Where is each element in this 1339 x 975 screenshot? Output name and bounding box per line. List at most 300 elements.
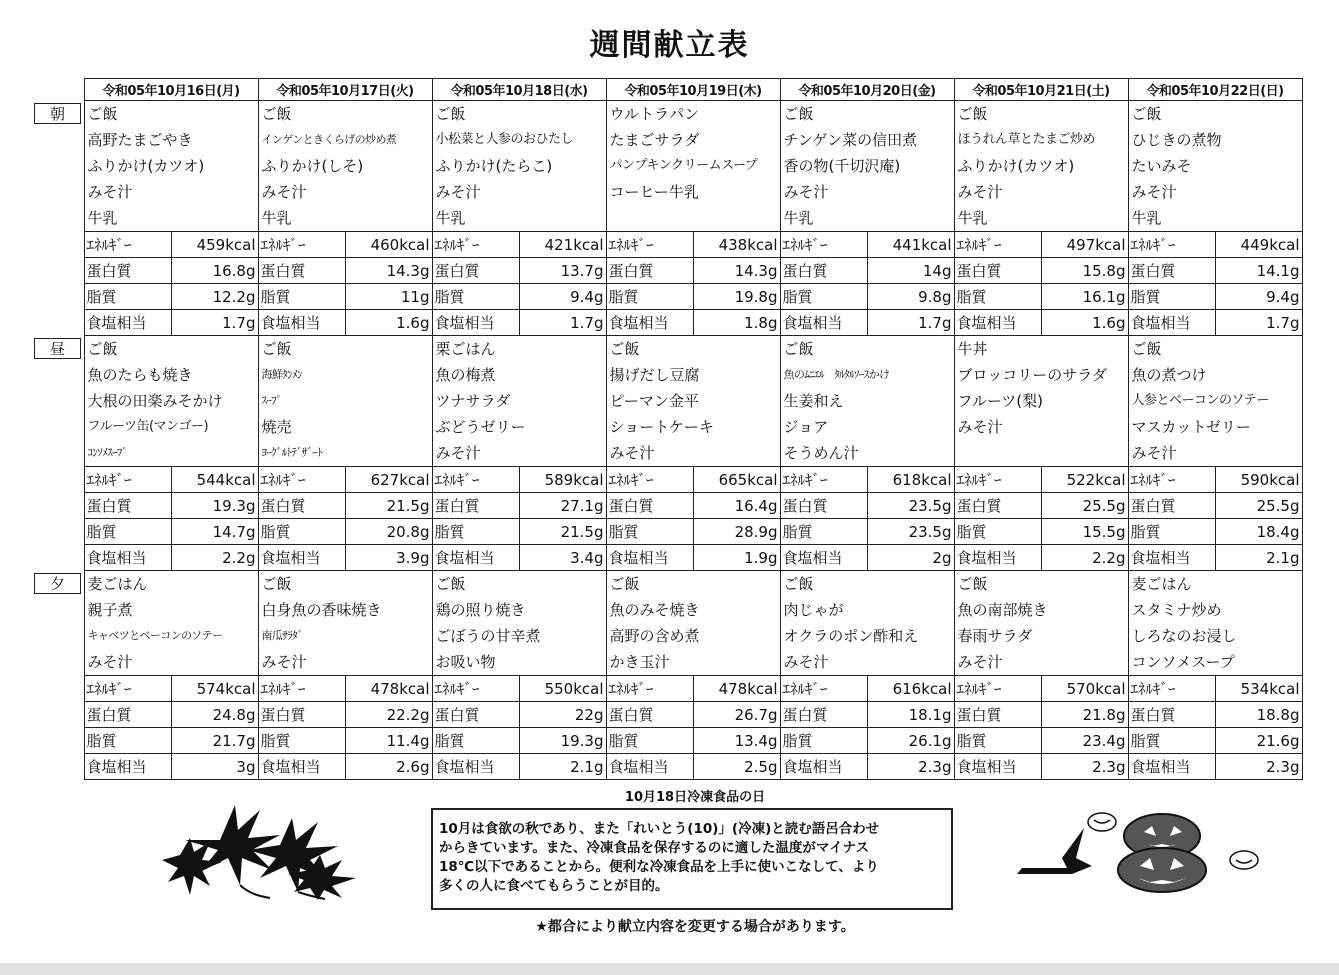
dish-item: ショートケーキ: [609, 418, 714, 436]
nutrition-label: ｴﾈﾙｷﾞｰ: [258, 467, 345, 493]
nutrition-row-energy: [34, 467, 1302, 493]
dish-item: 魚のみそ焼き: [609, 601, 700, 619]
nutrition-value: 26.7g: [693, 702, 780, 728]
nutrition-label: 蛋白質: [606, 702, 693, 728]
dish-item: ほうれん草とたまご炒め: [957, 132, 1096, 147]
nutrition-label: 食塩相当: [954, 310, 1041, 336]
dish-cell: [84, 336, 258, 467]
nutrition-value: 618kcal: [867, 467, 954, 493]
nutrition-value: 18.4g: [1215, 519, 1302, 545]
nutrition-value: 497kcal: [1041, 232, 1128, 258]
dish-item: ﾖｰｸﾞﾙﾄﾃﾞｻﾞｰﾄ: [261, 446, 323, 459]
nutrition-value: 14.1g: [1215, 258, 1302, 284]
nutrition-label: 食塩相当: [258, 310, 345, 336]
nutrition-label: 食塩相当: [84, 545, 171, 571]
nutrition-value: 1.7g: [519, 310, 606, 336]
dish-item: ふりかけ(カツオ): [87, 157, 205, 175]
nutrition-value: 16.8g: [171, 258, 258, 284]
nutrition-label: 蛋白質: [84, 258, 171, 284]
dish-item: 魚のﾑﾆｴﾙ ﾀﾙﾀﾙｿｰｽかけ: [783, 368, 890, 381]
nutrition-label: 食塩相当: [84, 310, 171, 336]
nutrition-label: ｴﾈﾙｷﾞｰ: [954, 232, 1041, 258]
dish-item: 揚げだし豆腐: [609, 366, 700, 384]
nutrition-label: 食塩相当: [606, 754, 693, 780]
dish-item: ふりかけ(しそ): [261, 157, 364, 175]
nutrition-value: 1.9g: [693, 545, 780, 571]
nutrition-label: 脂質: [258, 519, 345, 545]
nutrition-value: 22g: [519, 702, 606, 728]
dish-cell: [258, 101, 432, 232]
nutrition-label: ｴﾈﾙｷﾞｰ: [954, 676, 1041, 702]
maple-leaves-icon: [160, 800, 370, 900]
dish-cell: [84, 101, 258, 232]
nutrition-label: 脂質: [1128, 519, 1215, 545]
nutrition-value: 14.3g: [693, 258, 780, 284]
nutrition-label: 蛋白質: [258, 493, 345, 519]
nutrition-value: 421kcal: [519, 232, 606, 258]
dish-item: 小松菜と人参のおひたし: [435, 132, 574, 147]
nutrition-label: 蛋白質: [84, 493, 171, 519]
dish-item: [955, 440, 1128, 466]
dish-item: 牛乳: [261, 209, 292, 227]
dish-item: 麦ごはん: [87, 575, 148, 593]
dish-item: みそ汁: [87, 653, 133, 671]
nutrition-value: 19.8g: [693, 284, 780, 310]
nutrition-value: 616kcal: [867, 676, 954, 702]
nutrition-label: 蛋白質: [606, 258, 693, 284]
meal-label: 昼: [34, 338, 81, 359]
dish-item: ご飯: [783, 340, 814, 358]
dish-item: みそ汁: [783, 653, 829, 671]
dish-item: みそ汁: [87, 183, 133, 201]
dish-item: 牛乳: [435, 209, 466, 227]
dish-item: みそ汁: [435, 444, 481, 462]
dish-row: [34, 571, 1302, 676]
dish-item: [607, 205, 780, 231]
nutrition-label: 食塩相当: [954, 754, 1041, 780]
dish-cell: [780, 571, 954, 676]
dish-item: 高野の含め煮: [609, 627, 700, 645]
nutrition-label: 蛋白質: [1128, 493, 1215, 519]
nutrition-label: 脂質: [954, 519, 1041, 545]
nutrition-label: 蛋白質: [258, 258, 345, 284]
nutrition-label: ｴﾈﾙｷﾞｰ: [258, 232, 345, 258]
nutrition-value: 11g: [345, 284, 432, 310]
dish-item: ご飯: [609, 340, 640, 358]
dish-item: しろなのお浸し: [1131, 627, 1237, 645]
nutrition-row-protein: [34, 258, 1302, 284]
dish-cell: [954, 336, 1128, 467]
nutrition-label: ｴﾈﾙｷﾞｰ: [1128, 676, 1215, 702]
dish-item: ふりかけ(たらこ): [435, 157, 553, 175]
nutrition-value: 2.1g: [1215, 545, 1302, 571]
nutrition-value: 19.3g: [519, 728, 606, 754]
dish-item: たまごサラダ: [609, 131, 700, 149]
dish-item: ご飯: [1131, 340, 1162, 358]
dish-item: フルーツ(梨): [957, 392, 1044, 410]
nutrition-value: 2.2g: [1041, 545, 1128, 571]
nutrition-value: 550kcal: [519, 676, 606, 702]
nutrition-label: 脂質: [954, 728, 1041, 754]
dish-item: 生姜和え: [783, 392, 844, 410]
nutrition-label: 食塩相当: [84, 754, 171, 780]
nutrition-value: 9.8g: [867, 284, 954, 310]
nutrition-value: 21.8g: [1041, 702, 1128, 728]
nutrition-value: 15.8g: [1041, 258, 1128, 284]
frozen-food-note: [431, 808, 953, 910]
nutrition-label: 脂質: [606, 519, 693, 545]
date-header: 令和05年10月22日(日): [1128, 79, 1302, 101]
page-title: 週間献立表: [589, 28, 750, 63]
nutrition-label: 食塩相当: [780, 310, 867, 336]
dish-item: 親子煮: [87, 601, 133, 619]
dish-item: 焼売: [261, 418, 292, 436]
dish-item: 魚のたらも焼き: [87, 366, 193, 384]
dish-cell: [84, 571, 258, 676]
nutrition-label: 脂質: [1128, 728, 1215, 754]
nutrition-row-salt: [34, 545, 1302, 571]
nutrition-value: 589kcal: [519, 467, 606, 493]
dish-item: ふりかけ(カツオ): [957, 157, 1075, 175]
nutrition-value: 20.8g: [345, 519, 432, 545]
dish-item: ご飯: [609, 575, 640, 593]
nutrition-label: ｴﾈﾙｷﾞｰ: [606, 676, 693, 702]
nutrition-label: 脂質: [606, 728, 693, 754]
nutrition-label: ｴﾈﾙｷﾞｰ: [606, 467, 693, 493]
nutrition-row-fat: [34, 284, 1302, 310]
nutrition-value: 15.5g: [1041, 519, 1128, 545]
nutrition-label: 蛋白質: [954, 258, 1041, 284]
dish-item: みそ汁: [783, 183, 829, 201]
dish-item: コンソメスープ: [1131, 653, 1235, 671]
note-line: 多くの人に食べてもらうことが目的。: [439, 878, 669, 894]
dish-item: マスカットゼリー: [1131, 418, 1251, 436]
nutrition-value: 449kcal: [1215, 232, 1302, 258]
nutrition-label: 食塩相当: [1128, 754, 1215, 780]
nutrition-label: 蛋白質: [84, 702, 171, 728]
nutrition-value: 438kcal: [693, 232, 780, 258]
dish-cell: [1128, 101, 1302, 232]
dish-item: 牛丼: [957, 340, 988, 358]
nutrition-value: 441kcal: [867, 232, 954, 258]
nutrition-label: 脂質: [84, 284, 171, 310]
note-line: 10月は食欲の秋であり、また「れいとう(10)」(冷凍)と読む語呂合わせ: [439, 821, 880, 837]
nutrition-label: ｴﾈﾙｷﾞｰ: [84, 232, 171, 258]
dish-item: ツナサラダ: [435, 392, 511, 410]
nutrition-label: 食塩相当: [780, 754, 867, 780]
date-header-row: [34, 79, 1302, 101]
dish-item: ｺﾝｿﾒｽｰﾌﾟ: [87, 446, 128, 459]
nutrition-value: 460kcal: [345, 232, 432, 258]
date-header: 令和05年10月21日(土): [954, 79, 1128, 101]
nutrition-label: 脂質: [84, 728, 171, 754]
nutrition-value: 3g: [171, 754, 258, 780]
dish-item: ご飯: [435, 575, 466, 593]
nutrition-label: 蛋白質: [432, 702, 519, 728]
nutrition-value: 23.5g: [867, 519, 954, 545]
dish-item: みそ汁: [1131, 183, 1177, 201]
nutrition-value: 13.4g: [693, 728, 780, 754]
nutrition-value: 1.7g: [171, 310, 258, 336]
nutrition-label: 食塩相当: [606, 310, 693, 336]
dish-item: 海鮮ﾀﾝﾒﾝ: [261, 368, 302, 381]
nutrition-value: 590kcal: [1215, 467, 1302, 493]
dish-item: たいみそ: [1131, 157, 1192, 175]
dish-item: みそ汁: [435, 183, 481, 201]
nutrition-label: 脂質: [780, 728, 867, 754]
nutrition-label: 食塩相当: [258, 545, 345, 571]
nutrition-value: 544kcal: [171, 467, 258, 493]
weekly-menu-table: [34, 78, 1303, 780]
nutrition-value: 2.2g: [171, 545, 258, 571]
dish-item: みそ汁: [957, 653, 1003, 671]
dish-item: お吸い物: [435, 653, 496, 671]
nutrition-label: ｴﾈﾙｷﾞｰ: [780, 467, 867, 493]
nutrition-value: 2.6g: [345, 754, 432, 780]
dish-item: ご飯: [783, 105, 814, 123]
nutrition-value: 28.9g: [693, 519, 780, 545]
nutrition-value: 1.7g: [1215, 310, 1302, 336]
nutrition-value: 478kcal: [345, 676, 432, 702]
dish-item: みそ汁: [1131, 444, 1177, 462]
dish-item: 牛乳: [783, 209, 814, 227]
meal-label: 夕: [34, 573, 81, 594]
dish-cell: [258, 571, 432, 676]
nutrition-label: 脂質: [954, 284, 1041, 310]
nutrition-label: ｴﾈﾙｷﾞｰ: [84, 676, 171, 702]
nutrition-value: 459kcal: [171, 232, 258, 258]
note-line: 18℃以下であることから。便利な冷凍食品を上手に使いこなして、より: [439, 859, 879, 875]
nutrition-value: 1.8g: [693, 310, 780, 336]
dish-item: 肉じゃが: [783, 601, 844, 619]
nutrition-label: 蛋白質: [258, 702, 345, 728]
dish-cell: [432, 101, 606, 232]
nutrition-value: 1.6g: [1041, 310, 1128, 336]
nutrition-value: 21.7g: [171, 728, 258, 754]
nutrition-label: ｴﾈﾙｷﾞｰ: [954, 467, 1041, 493]
dish-item: ぶどうゼリー: [435, 418, 526, 436]
nutrition-value: 18.1g: [867, 702, 954, 728]
dish-item: ご飯: [261, 105, 292, 123]
nutrition-label: 脂質: [432, 519, 519, 545]
dish-item: ご飯: [435, 105, 466, 123]
nutrition-label: ｴﾈﾙｷﾞｰ: [1128, 232, 1215, 258]
dish-item: 大根の田楽みそかけ: [87, 392, 223, 410]
nutrition-value: 478kcal: [693, 676, 780, 702]
dish-cell: [1128, 571, 1302, 676]
nutrition-row-salt: [34, 754, 1302, 780]
dish-item: オクラのポン酢和え: [783, 627, 919, 645]
nutrition-label: 食塩相当: [432, 545, 519, 571]
nutrition-value: 1.6g: [345, 310, 432, 336]
dish-item: 牛乳: [87, 209, 118, 227]
nutrition-value: 2.1g: [519, 754, 606, 780]
nutrition-value: 534kcal: [1215, 676, 1302, 702]
nutrition-value: 574kcal: [171, 676, 258, 702]
nutrition-value: 27.1g: [519, 493, 606, 519]
nutrition-value: 14.7g: [171, 519, 258, 545]
nutrition-value: 25.5g: [1041, 493, 1128, 519]
nutrition-value: 9.4g: [1215, 284, 1302, 310]
nutrition-value: 26.1g: [867, 728, 954, 754]
nutrition-label: 脂質: [1128, 284, 1215, 310]
nutrition-label: 食塩相当: [1128, 545, 1215, 571]
dish-cell: [1128, 336, 1302, 467]
dish-item: みそ汁: [957, 418, 1003, 436]
nutrition-row-protein: [34, 493, 1302, 519]
nutrition-row-fat: [34, 728, 1302, 754]
nutrition-label: ｴﾈﾙｷﾞｰ: [432, 676, 519, 702]
dish-item: 春雨サラダ: [957, 627, 1033, 645]
nutrition-label: 蛋白質: [432, 258, 519, 284]
dish-item: 牛乳: [1131, 209, 1162, 227]
halloween-pumpkins-icon: [1012, 808, 1272, 893]
nutrition-label: 蛋白質: [606, 493, 693, 519]
dish-item: 南瓜ｻﾗﾀﾞ: [261, 629, 303, 642]
nutrition-label: ｴﾈﾙｷﾞｰ: [258, 676, 345, 702]
nutrition-label: 脂質: [432, 728, 519, 754]
nutrition-value: 18.8g: [1215, 702, 1302, 728]
dish-item: コーヒー牛乳: [609, 183, 699, 201]
date-header: 令和05年10月19日(木): [606, 79, 780, 101]
dish-item: みそ汁: [261, 653, 307, 671]
dish-item: ご飯: [957, 105, 988, 123]
meal-label-cell: [34, 101, 84, 336]
nutrition-label: 食塩相当: [432, 754, 519, 780]
dish-item: ひじきの煮物: [1131, 131, 1222, 149]
nutrition-label: ｴﾈﾙｷﾞｰ: [606, 232, 693, 258]
dish-item: ご飯: [783, 575, 814, 593]
nutrition-value: 13.7g: [519, 258, 606, 284]
meal-label-cell: [34, 571, 84, 780]
nutrition-value: 24.8g: [171, 702, 258, 728]
dish-item: そうめん汁: [783, 444, 859, 462]
nutrition-label: 脂質: [84, 519, 171, 545]
dish-item: スタミナ炒め: [1131, 601, 1222, 619]
nutrition-value: 3.4g: [519, 545, 606, 571]
dish-cell: [606, 571, 780, 676]
nutrition-value: 21.5g: [519, 519, 606, 545]
nutrition-label: 食塩相当: [258, 754, 345, 780]
nutrition-value: 2.3g: [1041, 754, 1128, 780]
dish-item: インゲンときくらげの炒め煮: [261, 133, 397, 146]
dish-item: 魚の煮つけ: [1131, 366, 1207, 384]
frozen-food-day-title: 10月18日冷凍食品の日: [624, 790, 766, 805]
nutrition-label: 脂質: [258, 728, 345, 754]
nutrition-value: 2g: [867, 545, 954, 571]
nutrition-value: 21.6g: [1215, 728, 1302, 754]
dish-item: 鶏の照り焼き: [435, 601, 526, 619]
nutrition-value: 23.5g: [867, 493, 954, 519]
nutrition-value: 21.5g: [345, 493, 432, 519]
nutrition-label: ｴﾈﾙｷﾞｰ: [84, 467, 171, 493]
dish-item: チンゲン菜の信田煮: [783, 131, 918, 149]
dish-item: ご飯: [261, 340, 292, 358]
nutrition-label: 蛋白質: [1128, 702, 1215, 728]
nutrition-label: ｴﾈﾙｷﾞｰ: [432, 467, 519, 493]
dish-cell: [954, 571, 1128, 676]
dish-item: ご飯: [87, 105, 118, 123]
nutrition-value: 14.3g: [345, 258, 432, 284]
dish-row: [34, 336, 1302, 467]
nutrition-label: ｴﾈﾙｷﾞｰ: [1128, 467, 1215, 493]
dish-item: 香の物(千切沢庵): [783, 157, 901, 175]
nutrition-value: 12.2g: [171, 284, 258, 310]
note-line: からきています。また、冷凍食品を保存するのに適した温度がマイナス: [439, 840, 870, 856]
nutrition-row-energy: [34, 232, 1302, 258]
nutrition-label: ｴﾈﾙｷﾞｰ: [780, 232, 867, 258]
nutrition-value: 522kcal: [1041, 467, 1128, 493]
corner-cell: [34, 79, 84, 101]
dish-item: 栗ごはん: [435, 340, 496, 358]
nutrition-row-fat: [34, 519, 1302, 545]
date-header: 令和05年10月17日(火): [258, 79, 432, 101]
dish-item: ブロッコリーのサラダ: [957, 366, 1108, 384]
dish-item: パンプキンクリームスープ: [609, 158, 758, 173]
dish-item: 人参とベーコンのソテー: [1131, 393, 1269, 408]
dish-item: 白身魚の香味焼き: [261, 601, 382, 619]
nutrition-label: ｴﾈﾙｷﾞｰ: [432, 232, 519, 258]
dish-item: キャベツとベーコンのソテー: [87, 629, 223, 642]
nutrition-label: 脂質: [780, 519, 867, 545]
dish-cell: [780, 336, 954, 467]
dish-item: フルーツ缶(マンゴー): [87, 419, 209, 434]
dish-item: みそ汁: [957, 183, 1003, 201]
nutrition-value: 570kcal: [1041, 676, 1128, 702]
dish-item: ご飯: [261, 575, 292, 593]
date-header: 令和05年10月20日(金): [780, 79, 954, 101]
dish-item: ウルトラパン: [609, 105, 700, 123]
nutrition-row-energy: [34, 676, 1302, 702]
nutrition-value: 9.4g: [519, 284, 606, 310]
meal-label: 朝: [34, 103, 81, 124]
dish-item: 魚の南部焼き: [957, 601, 1048, 619]
nutrition-label: 食塩相当: [1128, 310, 1215, 336]
date-header: 令和05年10月18日(水): [432, 79, 606, 101]
nutrition-value: 23.4g: [1041, 728, 1128, 754]
nutrition-value: 2.3g: [867, 754, 954, 780]
dish-cell: [258, 336, 432, 467]
dish-row: [34, 101, 1302, 232]
bottom-bar: [0, 963, 1339, 975]
dish-item: ご飯: [957, 575, 988, 593]
dish-cell: [432, 571, 606, 676]
nutrition-row-protein: [34, 702, 1302, 728]
nutrition-label: 脂質: [780, 284, 867, 310]
dish-cell: [432, 336, 606, 467]
nutrition-value: 3.9g: [345, 545, 432, 571]
nutrition-value: 19.3g: [171, 493, 258, 519]
dish-cell: [606, 336, 780, 467]
dish-item: みそ汁: [261, 183, 307, 201]
dish-item: 麦ごはん: [1131, 575, 1192, 593]
dish-item: ピーマン金平: [609, 392, 699, 410]
nutrition-row-salt: [34, 310, 1302, 336]
dish-item: みそ汁: [609, 444, 655, 462]
dish-item: ｽｰﾌﾟ: [261, 394, 282, 407]
disclaimer: ★都合により献立内容を変更する場合があります。: [535, 919, 855, 935]
nutrition-label: 食塩相当: [954, 545, 1041, 571]
dish-item: ご飯: [1131, 105, 1162, 123]
nutrition-label: 蛋白質: [780, 702, 867, 728]
nutrition-value: 2.5g: [693, 754, 780, 780]
meal-label-cell: [34, 336, 84, 571]
nutrition-value: 1.7g: [867, 310, 954, 336]
nutrition-label: 蛋白質: [954, 702, 1041, 728]
nutrition-label: 食塩相当: [780, 545, 867, 571]
nutrition-value: 16.1g: [1041, 284, 1128, 310]
nutrition-value: 14g: [867, 258, 954, 284]
